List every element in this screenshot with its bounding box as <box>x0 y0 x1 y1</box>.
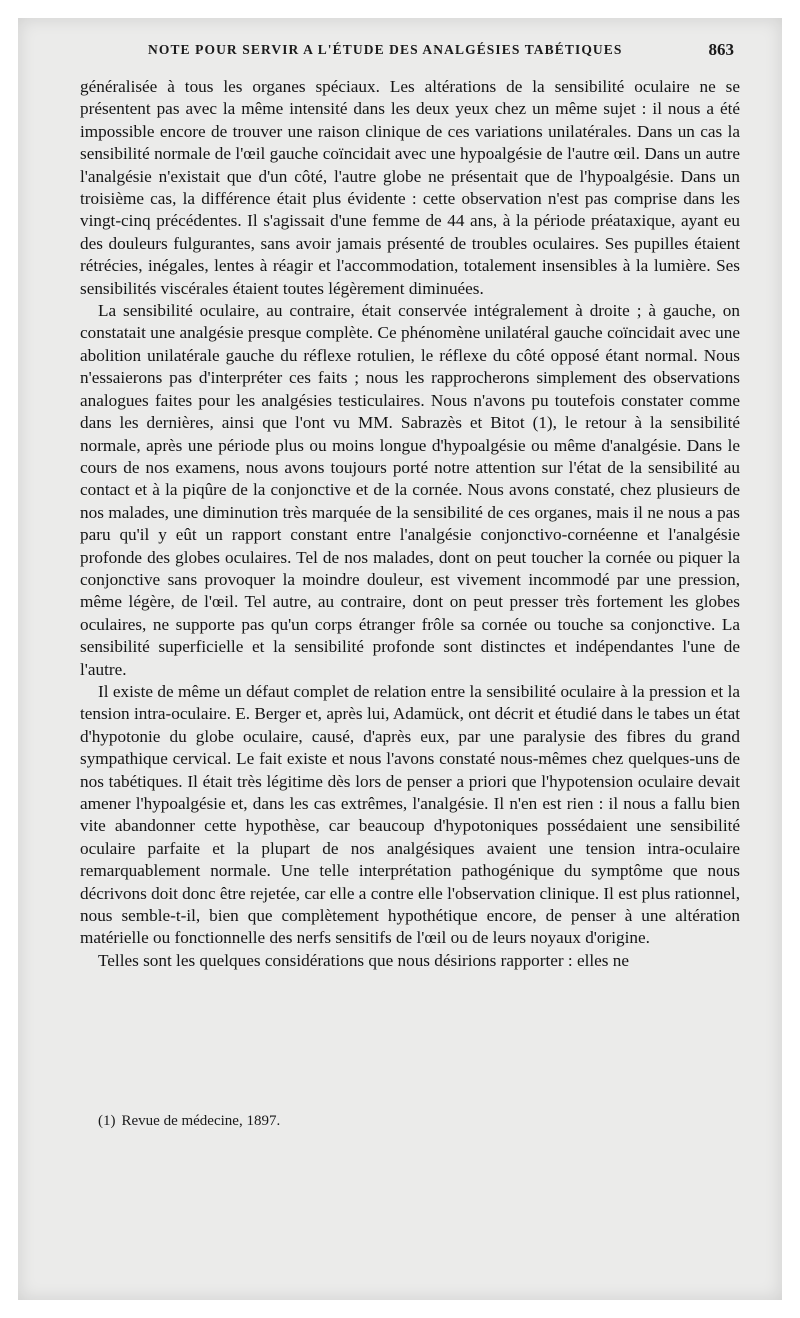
running-title: NOTE POUR SERVIR A L'ÉTUDE DES ANALGÉSIES TABÉTIQUES <box>148 42 623 57</box>
paragraph-intraocular-tension: Il existe de même un défaut complet de relation entre la sensibilité oculaire à la pression et la tension intra-oculaire. E. Berger et, après lui, Adamück, ont décrit et étudié dans le tabes un état d'hypotonie du globe oculaire, causé, d'après eux, par une paralysie des fibres du grand sympathique cervical. Le fait existe et nous l'avons constaté nous-mêmes chez quelques-uns de nos tabétiques. Il était très légitime dès lors de penser a priori que l'hypotension oculaire devait amener l'hypoalgésie et, dans les cas extrêmes, l'analgésie. Il n'en est rien : il nous a fallu bien vite abandonner cette hypothèse, car beaucoup d'hypotoniques possédaient une sensibilité oculaire parfaite et la plupart de nos analgésiques avaient une tension intra-oculaire remarquablement normale. Une telle interprétation pathogénique du symptôme que nous décrivons doit donc être rejetée, car elle a contre elle l'observation clinique. Il est plus rationnel, nous semble-t-il, bien que complètement hypothétique encore, de penser à une altération matérielle ou fonctionnelle des nerfs sensitifs de l'œil ou de leurs noyaux d'origine. <box>80 681 740 948</box>
page-number: 863 <box>708 40 734 59</box>
footnote <box>98 1113 280 1130</box>
body-text <box>80 76 740 972</box>
page-header <box>18 40 782 64</box>
footnote-text: Revue de médecine, 1897. <box>121 1113 281 1129</box>
paragraph-ocular-sensitivity: La sensibilité oculaire, au contraire, était conservée intégralement à droite ; à gauche, on constatait une analgésie presque complète. Ce phénomène unilatéral gauche coïncidait avec une abolition unilatérale gauche du réflexe rotulien, le réflexe du côté opposé étant normal. Nous n'essaierons pas d'interpréter ces faits ; nous les rapprocherons simplement des observations analogues faites pour les analgésies testiculaires. Nous n'avons pu toutefois constater comme dans les dernières, ainsi que l'ont vu MM. Sabrazès et Bitot (1), le retour à la sensibilité normale, après une période plus ou moins longue d'hypoalgésie ou même d'analgésie. Dans le cours de nos examens, nous avons toujours porté notre attention sur l'état de la sensibilité au contact et à la piqûre de la conjonctive et de la cornée. Nous avons constaté, chez plusieurs de nos malades, une diminution très marquée de la sensibilité de ces organes, mais il ne nous a pas paru qu'il y eût un rapport constant entre l'analgésie conjonctivo-cornéenne et l'analgésie profonde des globes oculaires. Tel de nos malades, dont on peut toucher la cornée ou piquer la conjonctive sans provoquer la moindre douleur, est vivement incommodé par une pression, même légère, de l'œil. Tel autre, au contraire, dont on peut presser très fortement les globes oculaires, ne supporte pas qu'un corps étranger frôle sa cornée ou touche sa conjonctive. La sensibilité superficielle et la sensibilité profonde sont distinctes et indépendantes l'une de l'autre. <box>80 301 740 679</box>
paragraph-closing: Telles sont les quelques considérations que nous désirions rapporter : elles ne <box>98 950 630 970</box>
footnote-number: (1) <box>98 1113 116 1129</box>
book-page <box>18 18 782 1300</box>
paragraph-continuation: généralisée à tous les organes spéciaux. Les altérations de la sensibilité oculaire ne se présentent pas avec la même intensité dans les deux yeux chez un même sujet : il nous a été impossible encore de trouver une raison clinique de ces variations unilatérales. Dans un cas la sensibilité normale de l'œil gauche coïncidait avec une hypoalgésie de l'autre œil. Dans un autre l'analgésie n'existait que d'un côté, l'autre globe ne présentait que de l'hypoalgésie. Dans un troisième cas, la différence était plus évidente : cette observation n'est pas comprise dans les vingt-cinq précédentes. Il s'agissait d'une femme de 44 ans, à la période préataxique, ayant eu des douleurs fulgurantes, sans avoir jamais présenté de troubles oculaires. Ses pupilles étaient rétrécies, inégales, lentes à réagir et l'accommodation, totalement insensibles à la lumière. Ses sensibilités viscérales étaient toutes légèrement diminuées. <box>80 77 740 298</box>
